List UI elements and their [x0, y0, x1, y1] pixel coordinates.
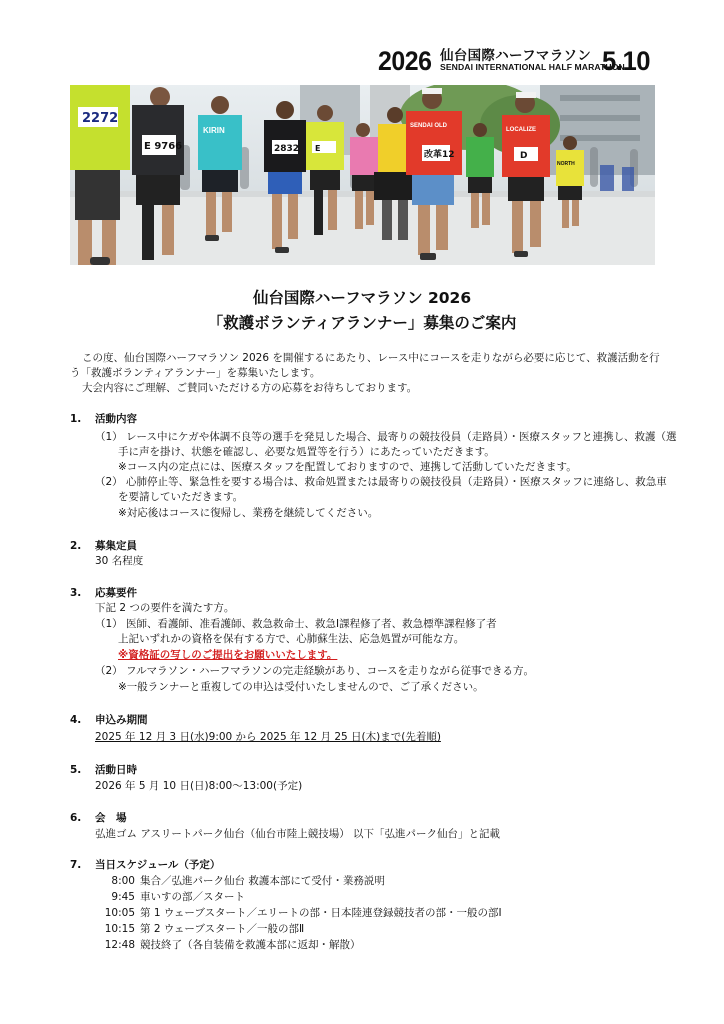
bib-5: 改革12 — [424, 150, 455, 160]
schedule-description: 第 1 ウェーブスタート／エリートの部・日本陸連登録競技者の部・一般の部Ⅰ — [140, 907, 502, 919]
section-5-value: 2026 年 5 月 10 日(日)8:00～13:00(予定) — [95, 780, 303, 792]
schedule-description: 車いすの部／スタート — [140, 891, 245, 903]
section-3-line-1: （1） 医師、看護師、准看護師、救急救命士、救急Ⅰ課程修了者、救急標準課程修了者 — [95, 618, 497, 630]
bib-3: 2832 — [274, 144, 300, 154]
intro-line-3: 大会内容にご理解、ご賛同いただける方の応募をお待ちしております。 — [82, 382, 418, 394]
schedule-description: 第 2 ウェーブスタート／一般の部Ⅱ — [140, 923, 305, 935]
section-4-heading: 申込み期間 — [95, 714, 148, 726]
header-event-name-jp: 仙台国際ハーフマラソン — [440, 48, 592, 64]
section-3-number: 3. — [70, 587, 82, 599]
section-6-heading: 会 場 — [95, 812, 127, 824]
section-2-value: 30 名程度 — [95, 555, 144, 567]
bib-1: 2272 — [82, 111, 119, 126]
header-event-name-en: SENDAI INTERNATIONAL HALF MARATHON — [440, 62, 625, 72]
section-3-lead: 下記 2 つの要件を満たす方。 — [95, 602, 235, 614]
section-1-number: 1. — [70, 413, 82, 425]
section-2-number: 2. — [70, 540, 82, 552]
shirt-text-4: NORTH — [557, 161, 575, 167]
section-1-line-3: ※コース内の定点には、医療スタッフを配置しておりますので、連携して活動していただきます。 — [118, 461, 577, 473]
header-event-date: 5.10 — [602, 46, 651, 76]
section-1-line-6: ※対応後はコースに復帰し、業務を継続してください。 — [118, 507, 379, 519]
schedule-time: 10:15 — [104, 923, 135, 935]
shirt-text-2: SENDAI OLD — [410, 123, 448, 129]
schedule-time: 8:00 — [111, 875, 135, 887]
section-6-value: 弘進ゴム アスリートパーク仙台（仙台市陸上競技場） 以下「弘進パーク仙台」と記載 — [95, 828, 501, 840]
section-3-certificate-note: ※資格証の写しのご提出をお願いいたします。 — [118, 649, 338, 661]
section-1-heading: 活動内容 — [95, 413, 137, 425]
section-3-heading: 応募要件 — [95, 587, 137, 599]
section-4-value: 2025 年 12 月 3 日(水)9:00 から 2025 年 12 月 25 日(木)まで(先着順) — [95, 731, 441, 743]
schedule-time: 9:45 — [111, 891, 135, 903]
section-1-line-2: 手に声を掛け、状態を確認し、必要な処置等を行う）にあたっていただきます。 — [118, 446, 495, 458]
section-3-line-5: ※一般ランナーと重複しての申込は受付いたしませんので、ご了承ください。 — [118, 681, 484, 693]
section-5-number: 5. — [70, 764, 82, 776]
section-3-line-4: （2） フルマラソン・ハーフマラソンの完走経験があり、コースを走りながら従事できる方。 — [95, 665, 535, 677]
section-3-line-2: 上記いずれかの資格を保有する方で、心肺蘇生法、応急処置が可能な方。 — [118, 633, 465, 645]
section-7-number: 7. — [70, 859, 82, 871]
section-2-heading: 募集定員 — [95, 540, 137, 552]
bib-2: E 9766 — [144, 141, 183, 152]
shirt-text-1: KIRIN — [203, 126, 225, 135]
section-1-line-1: （1） レース中にケガや体調不良等の選手を発見した場合、最寄りの競技役員（走路員）・医療スタッフと連携し、救護（選 — [95, 431, 677, 443]
section-1-line-5: を要請していただきます。 — [118, 491, 244, 503]
section-4-number: 4. — [70, 714, 82, 726]
runners-photo — [70, 85, 655, 265]
intro-line-1: この度、仙台国際ハーフマラソン 2026 を開催するにあたり、レース中にコースを走りながら必要に応じて、救護活動を行 — [82, 352, 660, 364]
document-title-line1: 仙台国際ハーフマラソン 2026 — [252, 289, 472, 307]
section-5-heading: 活動日時 — [95, 764, 137, 776]
section-1-line-4: （2） 心肺停止等、緊急性を要する場合は、救命処置または最寄りの競技役員（走路員）・医療スタッフに連絡し、救急車 — [95, 476, 667, 488]
schedule-time: 10:05 — [104, 907, 135, 919]
header-year: 2026 — [378, 46, 432, 76]
schedule-description: 競技終了（各自装備を救護本部に返却・解散） — [140, 939, 361, 951]
schedule-time: 12:48 — [104, 939, 135, 951]
runners-illustration — [70, 85, 655, 265]
bib-4: E — [315, 144, 321, 153]
bib-6: D — [520, 151, 528, 161]
event-header — [378, 44, 658, 78]
document-title-line2: 「救護ボランティアランナー」募集のご案内 — [207, 314, 517, 332]
section-6-number: 6. — [70, 812, 82, 824]
section-7-heading: 当日スケジュール（予定） — [95, 859, 221, 871]
intro-line-2: う「救護ボランティアランナー」を募集いたします。 — [70, 367, 321, 379]
schedule-description: 集合／弘進パーク仙台 救護本部にて受付・業務説明 — [140, 875, 385, 887]
shirt-text-3: LOCALIZE — [506, 127, 536, 133]
